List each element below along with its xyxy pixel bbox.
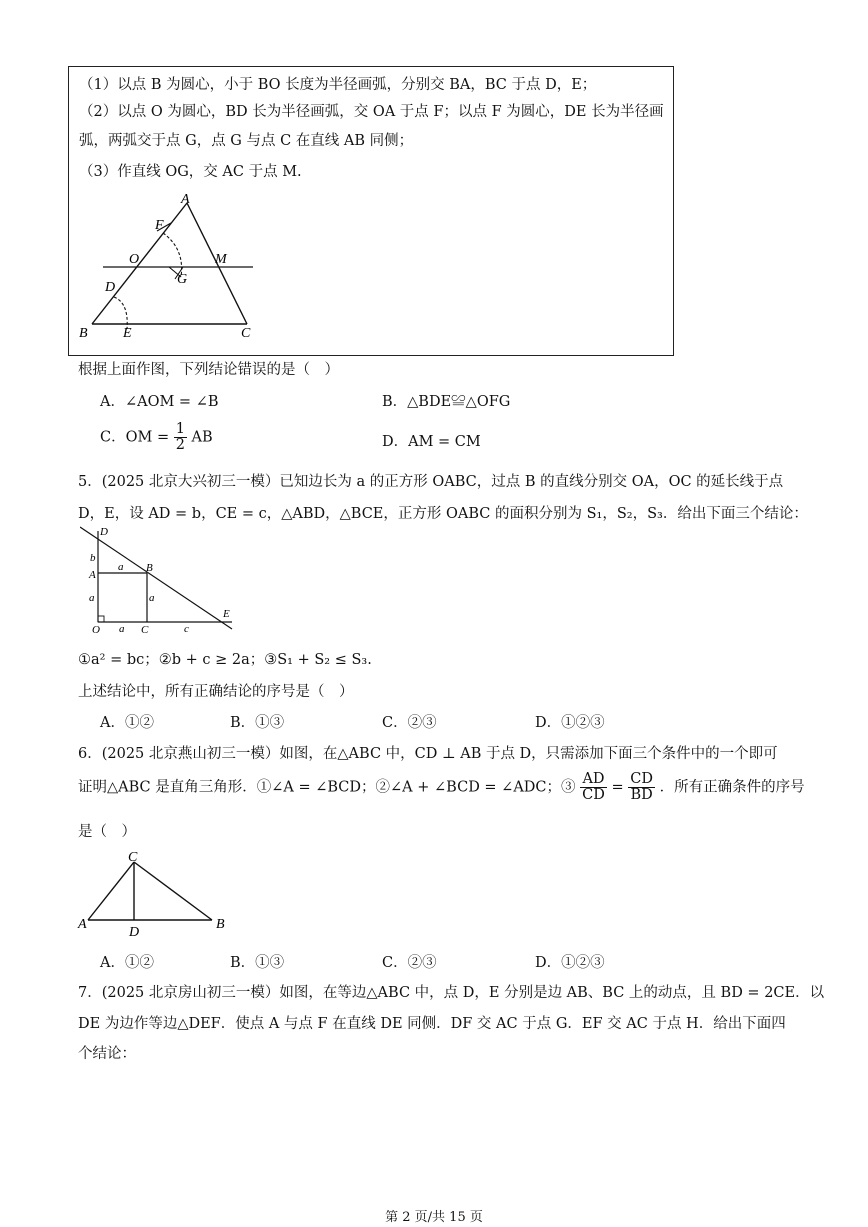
label-c-length: c bbox=[184, 623, 189, 635]
label-g: G bbox=[177, 272, 188, 287]
q5-option-b: B．①③ bbox=[230, 715, 285, 731]
q4-option-c bbox=[100, 422, 213, 453]
q5-option-c: C．②③ bbox=[382, 715, 437, 731]
label-a: A bbox=[181, 192, 190, 207]
q4-option-c-fraction bbox=[174, 422, 187, 453]
q4-option-c-suffix: AB bbox=[191, 429, 213, 446]
q5-option-d: D．①②③ bbox=[535, 715, 605, 731]
label-a-left: a bbox=[89, 592, 95, 604]
q6-line-3: 是（ ） bbox=[78, 824, 136, 840]
q5-line-2: D，E，设 AD = b，CE = c，△ABD，△BCE，正方形 OABC 的面积分别为 S₁，S₂，S₃．给出下面三个结论： bbox=[78, 506, 808, 522]
side-ca bbox=[88, 862, 134, 920]
label-m: M bbox=[215, 252, 227, 267]
q4-option-c-prefix: C．OM = bbox=[100, 429, 170, 446]
q6-line-2-prefix: 证明△ABC 是直角三角形．①∠A = ∠BCD；②∠A + ∠BCD = ∠ADC；③ bbox=[78, 779, 576, 796]
label-f: F bbox=[155, 218, 164, 233]
q6-option-b: B．①③ bbox=[230, 955, 285, 971]
label-d: D bbox=[129, 925, 140, 940]
q6-f1-denominator: CD bbox=[582, 787, 605, 803]
label-d: D bbox=[105, 280, 116, 295]
q6-f2-denominator: BD bbox=[630, 787, 653, 803]
q5-option-a: A．①② bbox=[100, 715, 154, 731]
label-o: O bbox=[129, 252, 140, 267]
q6-line-1: 6．(2025 北京燕山初三一模）如图，在△ABC 中，CD ⊥ AB 于点 D，只需添加下面三个条件中的一个即可 bbox=[78, 746, 778, 762]
q6-line-2-suffix: ．所有正确条件的序号 bbox=[659, 779, 805, 796]
q4-option-a: A．∠AOM = ∠B bbox=[100, 394, 219, 410]
side-cb bbox=[134, 862, 212, 920]
q5-line-1: 5．(2025 北京大兴初三一模）已知边长为 a 的正方形 OABC，过点 B 的直线分别交 OA，OC 的延长线于点 bbox=[78, 474, 784, 490]
q6-fraction-cd-bd bbox=[628, 772, 655, 803]
q5-ask: 上述结论中，所有正确结论的序号是（ ） bbox=[78, 684, 354, 700]
label-a-bottom: a bbox=[119, 623, 125, 635]
q6-line-2 bbox=[78, 772, 805, 803]
label-a-top: a bbox=[118, 561, 124, 573]
label-c: C bbox=[141, 624, 149, 636]
q7-line-1: 7．(2025 北京房山初三一模）如图，在等边△ABC 中，点 D，E 分别是边 AB、BC 上的动点，且 BD = 2CE．以 bbox=[78, 985, 825, 1001]
label-a: A bbox=[78, 917, 87, 932]
label-e: E bbox=[223, 608, 230, 620]
line-de bbox=[80, 527, 232, 629]
step-3: （3）作直线 OG，交 AC 于点 M. bbox=[79, 164, 302, 180]
q6-fraction-ad-cd bbox=[580, 772, 607, 803]
q5-conclusions: ①a² = bc；②b + c ≥ 2a；③S₁ + S₂ ≤ S₃. bbox=[78, 652, 372, 668]
label-b: B bbox=[216, 917, 225, 932]
step-1: （1）以点 B 为圆心，小于 BO 长度为半径画弧，分别交 BA，BC 于点 D，E； bbox=[79, 77, 597, 93]
construction-figure bbox=[77, 191, 277, 341]
construction-box bbox=[68, 66, 674, 356]
q4-option-d: D．AM = CM bbox=[382, 434, 481, 450]
q6-option-c: C．②③ bbox=[382, 955, 437, 971]
step-2-line-1: （2）以点 O 为圆心，BD 长为半径画弧，交 OA 于点 F；以点 F 为圆心，DE 长为半径画 bbox=[79, 104, 664, 120]
label-c: C bbox=[241, 326, 251, 341]
q4-c-denominator: 2 bbox=[175, 437, 185, 453]
label-a: A bbox=[89, 569, 96, 581]
label-b-length: b bbox=[90, 552, 96, 564]
label-b: B bbox=[79, 326, 88, 341]
q4-c-numerator: 1 bbox=[175, 421, 185, 437]
q6-f1-numerator: AD bbox=[580, 772, 607, 788]
q6-option-a: A．①② bbox=[100, 955, 154, 971]
q6-f2-numerator: CD bbox=[630, 771, 653, 787]
label-d: D bbox=[100, 526, 108, 538]
q7-line-2: DE 为边作等边△DEF．使点 A 与点 F 在直线 DE 同侧．DF 交 AC 于点 G．EF 交 AC 于点 H．给出下面四 bbox=[78, 1016, 786, 1032]
q7-line-3: 个结论： bbox=[78, 1046, 136, 1062]
page-footer: 第 2 页/共 15 页 bbox=[385, 1210, 483, 1225]
q4-option-b: B．△BDE≌△OFG bbox=[382, 394, 511, 410]
side-ab bbox=[92, 203, 187, 324]
label-e: E bbox=[123, 326, 132, 341]
label-a-right: a bbox=[149, 592, 155, 604]
label-o: O bbox=[92, 624, 100, 636]
q6-option-d: D．①②③ bbox=[535, 955, 605, 971]
q4-stem: 根据上面作图，下列结论错误的是（ ） bbox=[78, 362, 339, 378]
label-b: B bbox=[146, 562, 153, 574]
step-2-line-2: 弧，两弧交于点 G，点 G 与点 C 在直线 AB 同侧； bbox=[79, 133, 414, 149]
q6-equals: = bbox=[611, 779, 624, 796]
right-triangle-figure bbox=[76, 848, 236, 940]
square-figure bbox=[80, 525, 250, 639]
label-c: C bbox=[128, 850, 138, 865]
right-angle-mark bbox=[98, 616, 104, 622]
